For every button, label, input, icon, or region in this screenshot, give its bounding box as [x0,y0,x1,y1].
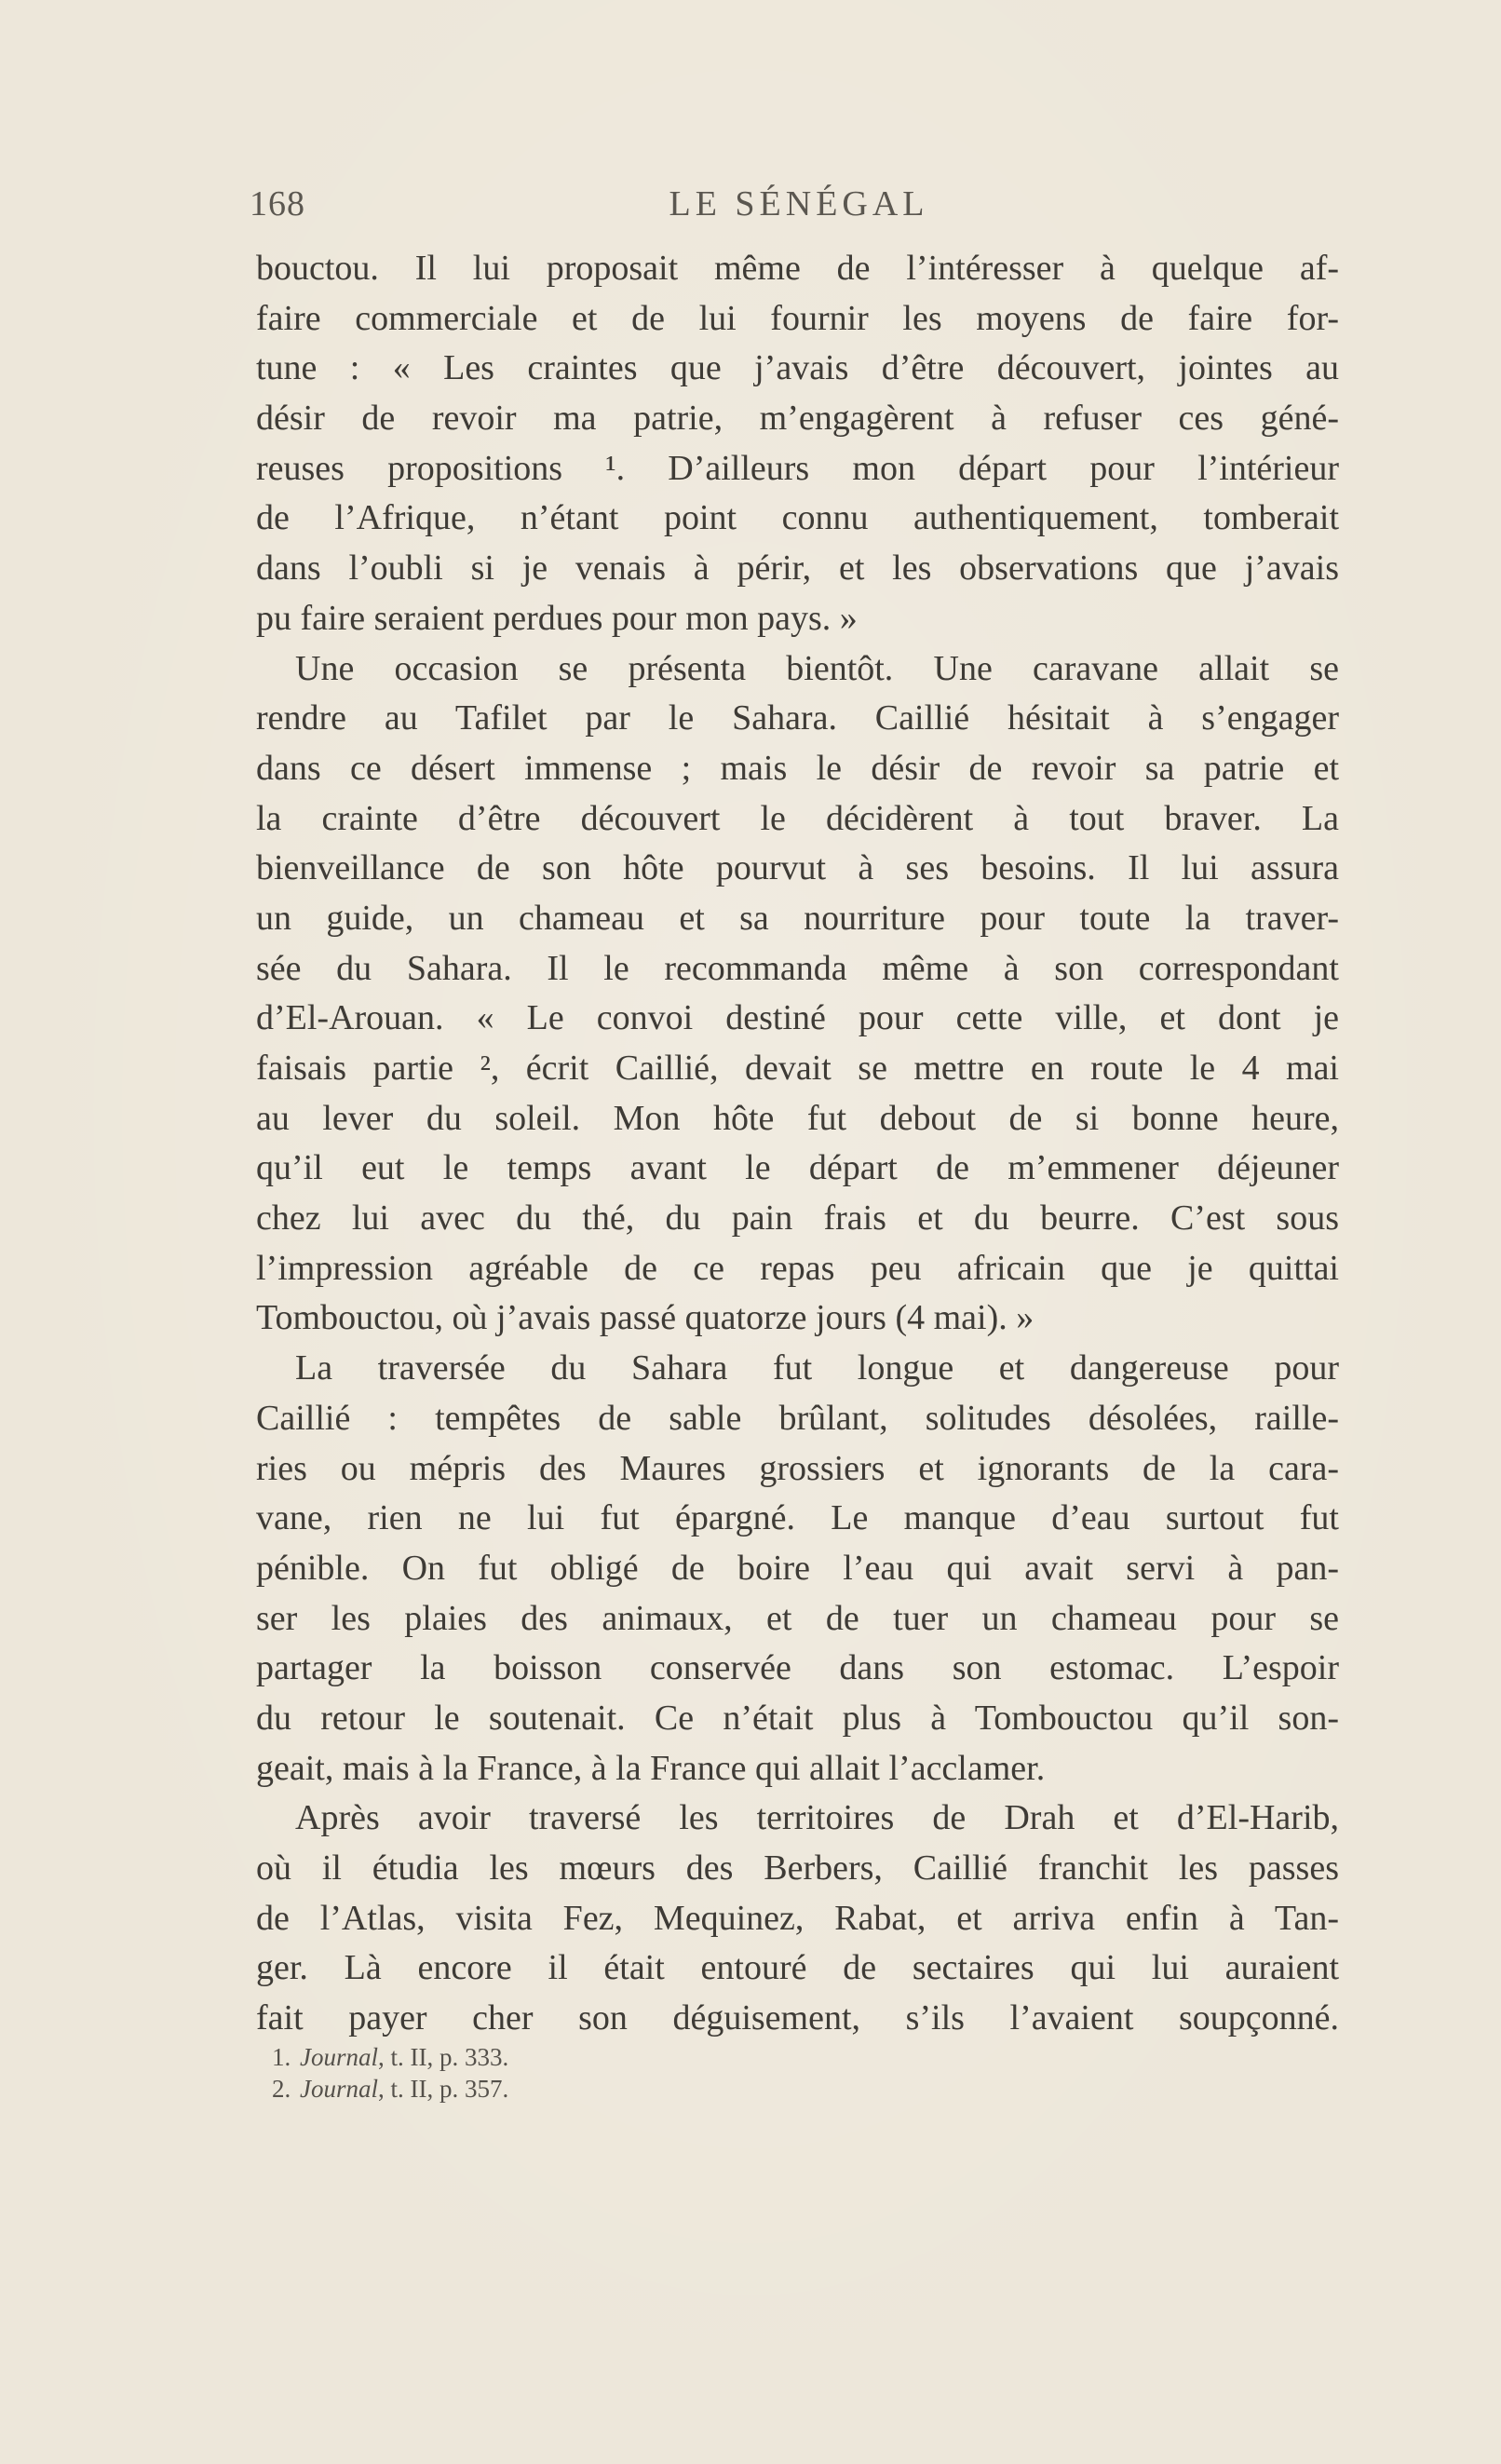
footnote-work: Journal [300,2043,378,2071]
text-line: bienveillance de son hôte pourvut à ses besoins. Il lui assura [256,848,1339,888]
text-line: vane, rien ne lui fut épargné. Le manque d’eau surtout fut [256,1498,1339,1538]
text-line: de l’Atlas, visita Fez, Mequinez, Rabat, et arriva enfin à Tan- [256,1898,1339,1938]
text-line: où il étudia les mœurs des Berbers, Caillié franchit les passes [256,1848,1339,1888]
text-line: dans ce désert immense ; mais le désir de revoir sa patrie et [256,748,1339,788]
text-line: d’El-Arouan. « Le convoi destiné pour cette ville, et dont je [256,998,1339,1038]
text-line: qu’il eut le temps avant le départ de m’emmener déjeuner [256,1148,1339,1188]
text-line: geait, mais à la France, à la France qui allait l’acclamer. [256,1748,1046,1788]
text-line: la crainte d’être découvert le décidèrent à tout braver. La [256,798,1339,838]
footnote-ref: , t. II, p. 357. [378,2075,509,2103]
text-line: tune : « Les craintes que j’avais d’être découvert, jointes au [256,348,1339,388]
text-line: La traversée du Sahara fut longue et dangereuse pour [295,1348,1339,1388]
footnote-work: Journal [300,2075,378,2103]
text-line: pu faire seraient perdues pour mon pays. » [256,598,858,638]
text-line: Après avoir traversé les territoires de Drah et d’El-Harib, [295,1798,1339,1838]
body-text [256,244,1339,2044]
footnote-number: 1. [272,2043,291,2071]
text-line: de l’Afrique, n’étant point connu authentiquement, tomberait [256,498,1339,538]
text-line: sée du Sahara. Il le recommanda même à son correspondant [256,948,1339,988]
footnote-ref: , t. II, p. 333. [378,2043,509,2071]
footnotes [272,2041,924,2105]
text-line: l’impression agréable de ce repas peu africain que je quittai [256,1248,1339,1288]
text-line: fait payer cher son déguisement, s’ils l’avaient soupçonné. [256,1998,1339,2038]
text-line: partager la boisson conservée dans son estomac. L’espoir [256,1648,1339,1688]
text-line: ser les plaies des animaux, et de tuer un chameau pour se [256,1598,1339,1638]
footnote [272,2073,924,2105]
text-line: dans l’oubli si je venais à périr, et les observations que j’avais [256,548,1339,589]
footnote-number: 2. [272,2075,291,2103]
text-line: faire commerciale et de lui fournir les moyens de faire for- [256,298,1339,338]
text-line: un guide, un chameau et sa nourriture pour toute la traver- [256,898,1339,938]
text-line: reuses propositions ¹. D’ailleurs mon départ pour l’intérieur [256,448,1339,488]
text-line: rendre au Tafilet par le Sahara. Caillié hésitait à s’engager [256,698,1339,738]
text-line: Une occasion se présenta bientôt. Une caravane allait se [295,648,1339,688]
footnote [272,2041,924,2073]
text-line: désir de revoir ma patrie, m’engagèrent à refuser ces géné- [256,399,1339,439]
text-line: faisais partie ², écrit Caillié, devait se mettre en route le 4 mai [256,1049,1339,1088]
text-line: du retour le soutenait. Ce n’était plus à Tombouctou qu’il son- [256,1698,1339,1738]
text-line: pénible. On fut obligé de boire l’eau qui avait servi à pan- [256,1548,1339,1588]
text-line: ries ou mépris des Maures grossiers et ignorants de la cara- [256,1448,1339,1488]
page-number: 168 [250,184,305,223]
running-title: LE SÉNÉGAL [669,184,929,223]
text-line: ger. Là encore il était entouré de sectaires qui lui auraient [256,1948,1339,1988]
running-header [250,183,1348,230]
text-line: bouctou. Il lui proposait même de l’intéresser à quelque af- [256,249,1339,288]
text-line: au lever du soleil. Mon hôte fut debout de si bonne heure, [256,1098,1339,1138]
text-line: Caillié : tempêtes de sable brûlant, solitudes désolées, raille- [256,1398,1339,1438]
text-line: Tombouctou, où j’avais passé quatorze jours (4 mai). » [256,1298,1034,1338]
text-line: chez lui avec du thé, du pain frais et du beurre. C’est sous [256,1198,1339,1239]
